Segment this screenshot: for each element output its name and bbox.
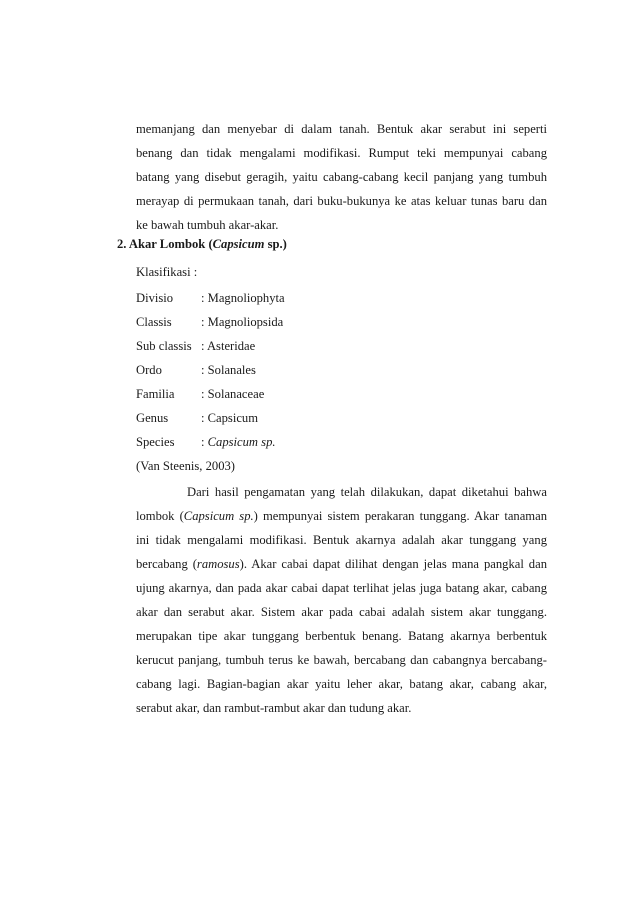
classification-label: Genus	[136, 411, 169, 425]
paragraph-line: benang dan tidak mengalami modifikasi. Rumput teki mempunyai cabang	[136, 146, 547, 160]
classification-row	[136, 362, 256, 378]
paragraph-line: merupakan tipe akar tunggang berbentuk benang. Batang akarnya berbentuk	[136, 629, 547, 643]
text-run: ). Akar cabai dapat dilihat dengan jelas mana pangkal dan	[239, 557, 547, 571]
classification-row	[136, 434, 276, 450]
classification-value: : Solanales	[201, 363, 256, 377]
classification-row	[136, 338, 255, 354]
classification-value: : Magnoliophyta	[201, 291, 285, 305]
citation: (Van Steenis, 2003)	[136, 459, 235, 473]
paragraph-line: Dari hasil pengamatan yang telah dilakukan, dapat diketahui bahwa	[187, 485, 547, 499]
classification-label: Divisio	[136, 291, 174, 305]
classification-label: Classis	[136, 315, 172, 329]
text-run-italic: Capsicum sp.	[183, 509, 254, 523]
heading-number: 2. Akar Lombok (	[117, 237, 213, 251]
classification-row	[136, 410, 258, 426]
paragraph-line: ujung akarnya, dan pada akar cabai dapat terlihat jelas juga batang akar, cabang	[136, 581, 547, 595]
classification-label: Species	[136, 435, 175, 449]
classification-value: : Magnoliopsida	[201, 315, 284, 329]
section-heading	[117, 237, 287, 252]
text-run: lombok (	[136, 509, 184, 523]
paragraph-line: cabang lagi. Bagian-bagian akar yaitu leher akar, batang akar, cabang akar,	[136, 677, 547, 691]
classification-value-italic: Capsicum sp.	[207, 435, 276, 449]
classification-label: Familia	[136, 387, 175, 401]
paragraph-line: akar dan serabut akar. Sistem akar pada cabai adalah sistem akar tunggang.	[136, 605, 547, 619]
classification-value: : Asteridae	[201, 339, 256, 353]
classification-value: : Solanaceae	[201, 387, 265, 401]
paragraph-line: batang yang disebut geragih, yaitu cabang-cabang kecil panjang yang tumbuh	[136, 170, 547, 184]
classification-value: :	[201, 435, 208, 449]
paragraph-line	[136, 556, 547, 572]
heading-species: Capsicum	[212, 237, 265, 251]
klasifikasi-label: Klasifikasi :	[136, 265, 198, 279]
paragraph-line: memanjang dan menyebar di dalam tanah. Bentuk akar serabut ini seperti	[136, 122, 547, 136]
classification-value: : Capsicum	[201, 411, 259, 425]
classification-row	[136, 386, 264, 402]
heading-suffix: sp.)	[264, 237, 287, 251]
text-run: ) mempunyai sistem perakaran tunggang. Akar tanaman	[253, 509, 547, 523]
paragraph-line: serabut akar, dan rambut-rambut akar dan tudung akar.	[136, 701, 412, 715]
paragraph-line: kerucut panjang, tumbuh terus ke bawah, bercabang dan cabangnya bercabang-	[136, 653, 547, 667]
paragraph-line: merayap di permukaan tanah, dari buku-bukunya ke atas keluar tunas baru dan	[136, 194, 547, 208]
classification-label: Sub classis	[136, 339, 192, 353]
paragraph-line: ke bawah tumbuh akar-akar.	[136, 218, 279, 232]
classification-row	[136, 314, 283, 330]
text-run: bercabang (	[136, 557, 197, 571]
classification-label: Ordo	[136, 363, 162, 377]
paragraph-line	[136, 508, 547, 524]
paragraph-line: ini tidak mengalami modifikasi. Bentuk akarnya adalah akar tunggang yang	[136, 533, 547, 547]
text-run-italic: ramosus	[196, 557, 240, 571]
classification-row	[136, 290, 285, 306]
